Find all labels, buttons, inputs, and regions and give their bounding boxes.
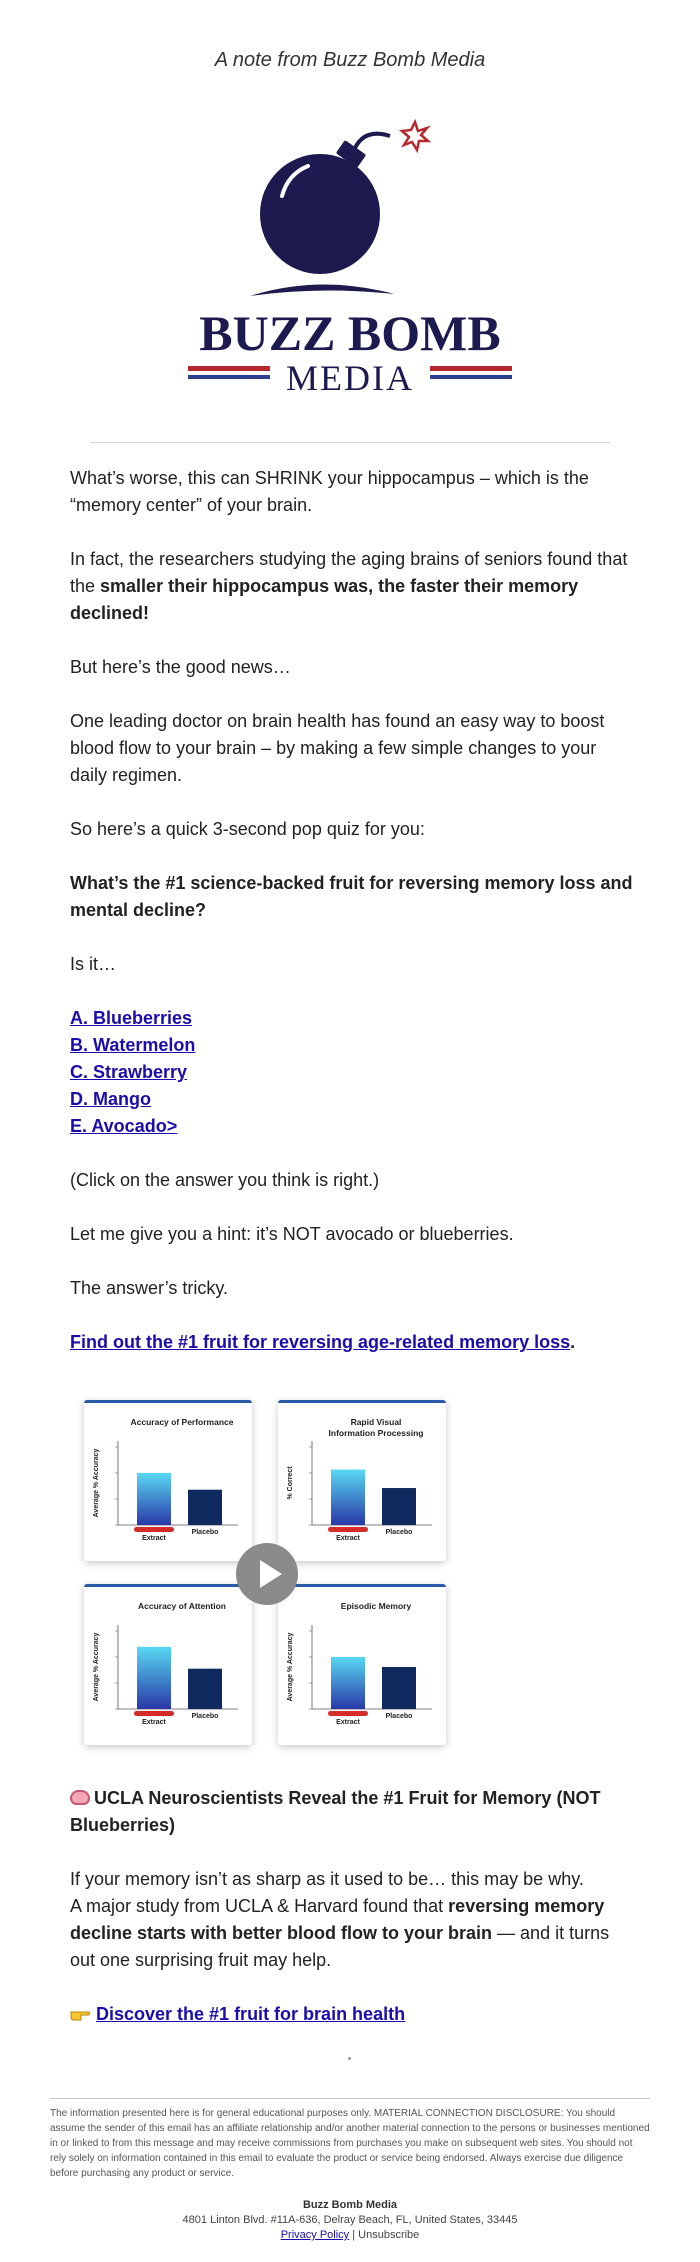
- chart-3-bar-placebo: [382, 1667, 416, 1709]
- paragraph-is-it: Is it…: [70, 954, 117, 974]
- paragraph-click-note: (Click on the answer you think is right.): [70, 1170, 380, 1190]
- chart-2-label-extract: Extract: [142, 1719, 166, 1726]
- chart-1-title: Rapid Visual: [350, 1417, 402, 1427]
- chart-panel-0: [84, 1400, 252, 1561]
- cta-period: .: [570, 1332, 576, 1352]
- chart-2-ylabel: Average % Accuracy: [93, 1632, 100, 1702]
- chart-2-bar-extract: [137, 1647, 171, 1709]
- ucla-paragraph: [70, 1866, 635, 1974]
- ucla-heading-text: UCLA Neuroscientists Reveal the #1 Fruit for Memory (NOT Blueberries): [70, 1788, 601, 1835]
- chart-1-bar-placebo: [382, 1488, 416, 1525]
- quiz-question: What’s the #1 science-backed fruit for reversing memory loss and mental decline?: [70, 873, 633, 920]
- option-a-link[interactable]: A. Blueberries: [70, 1008, 193, 1028]
- paragraph-hippocampus: What’s worse, this can SHRINK your hippocampus – which is the “memory center” of your brain.: [70, 468, 589, 515]
- chart-0-ylabel: Average % Accuracy: [93, 1448, 100, 1518]
- chart-1-bar-extract: [331, 1470, 365, 1525]
- paragraph-hint: Let me give you a hint: it’s NOT avocado or blueberries.: [70, 1224, 514, 1244]
- chart-3-title: Episodic Memory: [340, 1601, 412, 1611]
- find-out-fruit-link[interactable]: Find out the #1 fruit for reversing age-related memory loss: [70, 1332, 571, 1352]
- chart-panel-2: [84, 1584, 252, 1745]
- chart-0-label-extract: Extract: [142, 1535, 166, 1542]
- bomb-spark: [402, 122, 428, 150]
- disclaimer: The information presented here is for general educational purposes only. MATERIAL CONNECTION DISCLOSURE: You should assume the sender of this email has an affiliate relationship and/or another material connection to the persons or businesses mentioned in or linked to from this message and may receive commissions from purchases you make on subsequent web sites. You should not rely solely on information contained in this email to evaluate the product or service being endorsed. Always exercise due diligence before purchasing any product or service.: [50, 2108, 650, 2179]
- company-address: 4801 Linton Blvd. #11A-636, Delray Beach, FL, United States, 33445: [182, 2214, 518, 2226]
- chart-0-bar-extract: [137, 1473, 171, 1525]
- paragraph-doctor: One leading doctor on brain health has found an easy way to boost blood flow to your brain – by making a few simple changes to your daily regimen.: [70, 711, 605, 785]
- logo-stripe-red-right: [430, 366, 512, 371]
- bomb-body: [260, 154, 380, 274]
- chart-0-highlight-marker: [134, 1527, 174, 1532]
- email-body: [70, 465, 635, 1383]
- play-icon: [236, 1543, 298, 1605]
- ucla-line2-end: — and it turns out one surprising fruit may help.: [70, 1923, 610, 1970]
- chart-3: [278, 1587, 446, 1742]
- chart-0-label-placebo: Placebo: [191, 1529, 219, 1536]
- logo-stripe-blue-left: [188, 375, 270, 379]
- paragraph-tricky: The answer’s tricky.: [70, 1278, 229, 1298]
- section-ucla: [70, 1785, 635, 2055]
- spacer-dot: [348, 2057, 351, 2060]
- ucla-line2-start: A major study from UCLA & Harvard found that: [70, 1896, 449, 1916]
- chart-0: [84, 1403, 252, 1558]
- chart-2-title: Accuracy of Attention: [137, 1601, 227, 1611]
- researchers-text: In fact, the researchers studying the aging brains of seniors found that the: [70, 549, 628, 596]
- privacy-policy-link[interactable]: Privacy Policy: [280, 2229, 350, 2241]
- paragraph-quiz-intro: So here’s a quick 3-second pop quiz for you:: [70, 819, 425, 839]
- chart-1-ylabel: % Correct: [287, 1466, 294, 1500]
- chart-1-label-placebo: Placebo: [385, 1529, 413, 1536]
- bomb-ground: [250, 284, 394, 296]
- discover-fruit-link[interactable]: Discover the #1 fruit for brain health: [96, 2004, 406, 2024]
- discover-row: [70, 2001, 635, 2028]
- logo-stripe-red-left: [188, 366, 270, 371]
- paragraph-cta: [70, 1329, 635, 1356]
- option-b-link[interactable]: B. Watermelon: [70, 1035, 196, 1055]
- option-c-link[interactable]: C. Strawberry: [70, 1062, 188, 1082]
- chart-2: [84, 1587, 252, 1742]
- unsubscribe-link[interactable]: Unsubscribe: [358, 2229, 420, 2241]
- brain-icon: [70, 1790, 90, 1805]
- researchers-bold: smaller their hippocampus was, the faster their memory declined!: [70, 576, 579, 623]
- company-name: Buzz Bomb Media: [302, 2199, 398, 2211]
- chart-1-label-extract: Extract: [336, 1535, 360, 1542]
- chart-1-highlight-marker: [328, 1527, 368, 1532]
- footer-divider: [50, 2098, 650, 2099]
- header-divider: [90, 442, 610, 443]
- ucla-line2-bold: reversing memory decline starts with better blood flow to your brain: [70, 1896, 605, 1943]
- chart-2-bar-placebo: [188, 1669, 222, 1709]
- chart-3-ylabel: Average % Accuracy: [287, 1632, 294, 1702]
- chart-3-label-placebo: Placebo: [385, 1713, 413, 1720]
- pointing-hand-icon: [70, 2006, 90, 2022]
- chart-1: [278, 1403, 446, 1558]
- option-d-link[interactable]: D. Mango: [70, 1089, 151, 1109]
- ucla-heading: [70, 1785, 635, 1839]
- ucla-line1: If your memory isn’t as sharp as it used to be… this may be why.: [70, 1869, 584, 1889]
- paragraph-good-news: But here’s the good news…: [70, 657, 291, 677]
- paragraph-researchers: [70, 546, 635, 627]
- buzz-bomb-media-logo: [180, 118, 520, 398]
- study-charts-video[interactable]: [84, 1400, 450, 1746]
- chart-2-label-placebo: Placebo: [191, 1713, 219, 1720]
- option-e-link[interactable]: E. Avocado>: [70, 1116, 178, 1136]
- logo-line1: BUZZ BOMB: [199, 305, 501, 361]
- header-note: A note from Buzz Bomb Media: [214, 49, 486, 71]
- chart-panel-3: [278, 1584, 446, 1745]
- bomb-fuse: [355, 134, 390, 148]
- chart-panel-1: [278, 1400, 446, 1561]
- quiz-options: [70, 1005, 635, 1140]
- footer-separator: |: [352, 2229, 356, 2241]
- footer-address-block: [0, 2198, 700, 2243]
- chart-0-title: Accuracy of Performance: [130, 1417, 234, 1427]
- logo-stripe-blue-right: [430, 375, 512, 379]
- chart-3-highlight-marker: [328, 1711, 368, 1716]
- chart-1-title: Information Processing: [328, 1428, 424, 1438]
- chart-3-label-extract: Extract: [336, 1719, 360, 1726]
- chart-3-bar-extract: [331, 1657, 365, 1709]
- chart-0-bar-placebo: [188, 1490, 222, 1525]
- play-button[interactable]: [236, 1543, 298, 1605]
- chart-2-highlight-marker: [134, 1711, 174, 1716]
- logo-line2: MEDIA: [286, 358, 414, 398]
